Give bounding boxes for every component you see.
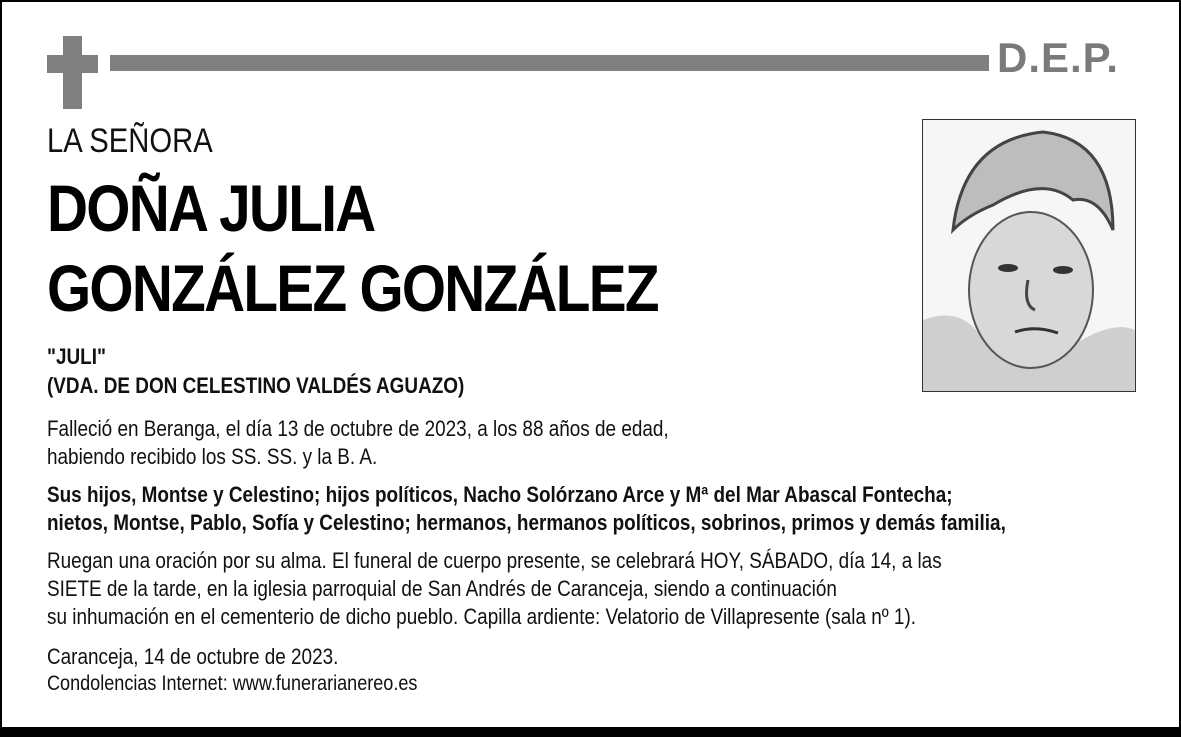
- family-line: nietos, Montse, Pablo, Sofía y Celestino; hermanos, hermanos políticos, sobrinos, primos y demás familia,: [47, 510, 1006, 535]
- funeral-line: SIETE de la tarde, en la iglesia parroquial de San Andrés de Caranceja, siendo a continuación: [47, 576, 837, 601]
- funeral-line: Ruegan una oración por su alma. El funeral de cuerpo presente, se celebrará HOY, SÁBADO, día 14, a las: [47, 548, 942, 573]
- bottom-border: [0, 727, 1181, 737]
- place-date: Caranceja, 14 de octubre de 2023.: [47, 644, 339, 669]
- deceased-name-line1: DOÑA JULIA: [47, 171, 375, 245]
- death-line: Falleció en Beranga, el día 13 de octubre de 2023, a los 88 años de edad,: [47, 416, 669, 441]
- deceased-photo: [922, 119, 1136, 392]
- title-label: LA SEÑORA: [47, 122, 213, 160]
- death-line: habiendo recibido los SS. SS. y la B. A.: [47, 444, 378, 469]
- funeral-line: su inhumación en el cementerio de dicho pueblo. Capilla ardiente: Velatorio de Villapresente (sala nº 1).: [47, 604, 917, 629]
- nickname: "JULI": [47, 344, 106, 369]
- deceased-name-line2: GONZÁLEZ GONZÁLEZ: [47, 251, 658, 325]
- header-rule: [110, 55, 989, 71]
- cross-icon-bar: [47, 55, 98, 73]
- dep-heading: D.E.P.: [997, 34, 1119, 81]
- family-line: Sus hijos, Montse y Celestino; hijos políticos, Nacho Solórzano Arce y Mª del Mar Abascal Fontecha;: [47, 482, 953, 507]
- condolences: Condolencias Internet: www.funerarianereo.es: [47, 672, 418, 695]
- widow-of: (VDA. DE DON CELESTINO VALDÉS AGUAZO): [47, 373, 465, 398]
